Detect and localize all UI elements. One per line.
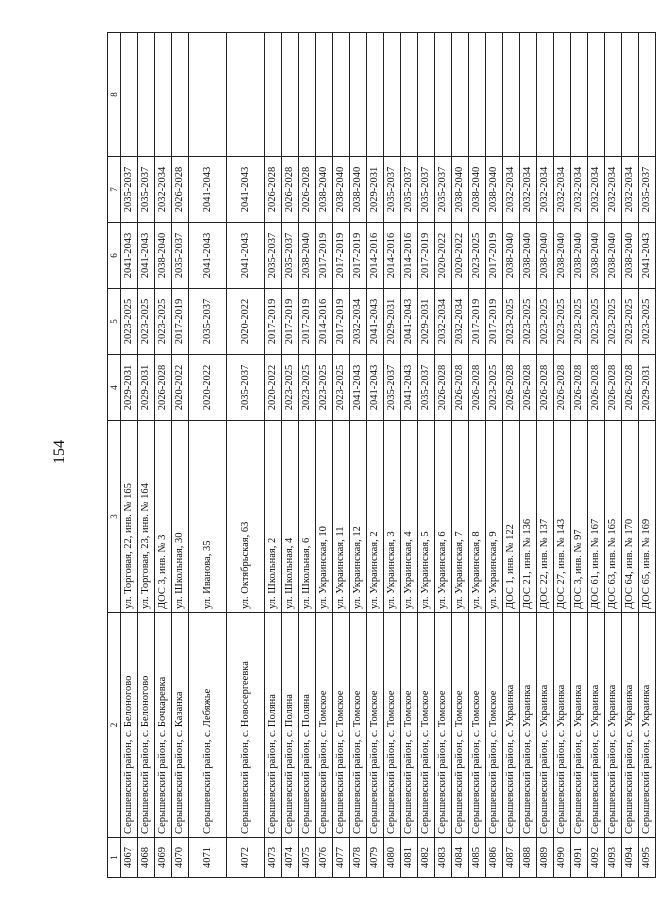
period-cell: 2029-2031 <box>418 289 435 355</box>
period-cell: 2032-2034 <box>452 289 469 355</box>
period-cell: 2020-2022 <box>265 355 282 421</box>
table-row <box>138 33 155 878</box>
row-number: 4081 <box>401 838 418 878</box>
table-row <box>265 33 282 878</box>
period-cell: 2035-2037 <box>418 157 435 223</box>
note-cell <box>265 33 282 157</box>
address-cell: ДОС 64, инв. № 170 <box>622 421 639 613</box>
locality-cell: Серышевский район, с. Томское <box>435 613 452 838</box>
table-row <box>227 33 265 878</box>
row-number: 4086 <box>486 838 503 878</box>
period-cell: 2020-2022 <box>172 355 189 421</box>
locality-cell: Серышевский район, с. Новосергеевка <box>227 613 265 838</box>
period-cell: 2017-2019 <box>282 289 299 355</box>
table-row <box>639 33 656 878</box>
address-cell: ДОС 65, инв. № 169 <box>639 421 656 613</box>
period-cell: 2038-2040 <box>333 157 350 223</box>
address-cell: ул. Украинская, 7 <box>452 421 469 613</box>
locality-cell: Серышевский район, с. Украинка <box>639 613 656 838</box>
period-cell: 2038-2040 <box>316 157 333 223</box>
row-number: 4080 <box>384 838 401 878</box>
note-cell <box>571 33 588 157</box>
locality-cell: Серышевский район, с. Томское <box>401 613 418 838</box>
table-row <box>452 33 469 878</box>
table-row <box>299 33 316 878</box>
locality-cell: Серышевский район, с. Томское <box>316 613 333 838</box>
table-row <box>316 33 333 878</box>
note-cell <box>384 33 401 157</box>
table-row <box>121 33 138 878</box>
note-cell <box>350 33 367 157</box>
row-number: 4083 <box>435 838 452 878</box>
period-cell: 2041-2043 <box>138 223 155 289</box>
address-cell: ДОС 21, инв. № 136 <box>520 421 537 613</box>
period-cell: 2032-2034 <box>571 157 588 223</box>
period-cell: 2041-2043 <box>189 157 227 223</box>
period-cell: 2038-2040 <box>588 223 605 289</box>
period-cell: 2023-2025 <box>316 355 333 421</box>
period-cell: 2023-2025 <box>639 289 656 355</box>
row-number: 4090 <box>554 838 571 878</box>
address-cell: ДОС 63, инв. № 165 <box>605 421 622 613</box>
table-body <box>108 33 656 878</box>
period-cell: 2032-2034 <box>503 157 520 223</box>
page-number: 154 <box>51 440 68 464</box>
period-cell: 2041-2043 <box>367 355 384 421</box>
period-cell: 2023-2025 <box>155 289 172 355</box>
period-cell: 2032-2034 <box>622 157 639 223</box>
period-cell: 2026-2028 <box>265 157 282 223</box>
period-cell: 2032-2034 <box>537 157 554 223</box>
address-cell: ул. Украинская, 9 <box>486 421 503 613</box>
period-cell: 2035-2037 <box>401 157 418 223</box>
locality-cell: Серышевский район, с. Томское <box>350 613 367 838</box>
row-number: 4068 <box>138 838 155 878</box>
period-cell: 2035-2037 <box>227 355 265 421</box>
address-cell: ул. Украинская, 12 <box>350 421 367 613</box>
note-cell <box>520 33 537 157</box>
address-cell: ул. Октябрьская, 63 <box>227 421 265 613</box>
row-number: 4089 <box>537 838 554 878</box>
address-cell: ДОС 1, инв. № 122 <box>503 421 520 613</box>
row-number: 4079 <box>367 838 384 878</box>
address-cell: ДОС 3, инв. № 97 <box>571 421 588 613</box>
period-cell: 2023-2025 <box>503 289 520 355</box>
address-cell: ул. Украинская, 3 <box>384 421 401 613</box>
column-header: 4 <box>108 355 121 421</box>
address-cell: ул. Школьная, 30 <box>172 421 189 613</box>
period-cell: 2017-2019 <box>350 223 367 289</box>
period-cell: 2017-2019 <box>299 289 316 355</box>
row-number: 4085 <box>469 838 486 878</box>
address-cell: ул. Иванова, 35 <box>189 421 227 613</box>
header-row <box>108 33 121 878</box>
period-cell: 2026-2028 <box>622 355 639 421</box>
period-cell: 2023-2025 <box>333 355 350 421</box>
note-cell <box>486 33 503 157</box>
period-cell: 2026-2028 <box>554 355 571 421</box>
note-cell <box>401 33 418 157</box>
note-cell <box>299 33 316 157</box>
period-cell: 2026-2028 <box>299 157 316 223</box>
table-row <box>537 33 554 878</box>
row-number: 4078 <box>350 838 367 878</box>
address-cell: ДОС 61, инв. № 167 <box>588 421 605 613</box>
period-cell: 2035-2037 <box>639 157 656 223</box>
period-cell: 2032-2034 <box>435 289 452 355</box>
period-cell: 2026-2028 <box>571 355 588 421</box>
row-number: 4087 <box>503 838 520 878</box>
locality-cell: Серышевский район, с. Бочкаревка <box>155 613 172 838</box>
table-row <box>189 33 227 878</box>
address-cell: ул. Украинская, 11 <box>333 421 350 613</box>
period-cell: 2029-2031 <box>138 355 155 421</box>
address-cell: ул. Школьная, 6 <box>299 421 316 613</box>
locality-cell: Серышевский район, с. Украинка <box>571 613 588 838</box>
period-cell: 2017-2019 <box>172 289 189 355</box>
period-cell: 2029-2031 <box>121 355 138 421</box>
period-cell: 2029-2031 <box>384 289 401 355</box>
note-cell <box>121 33 138 157</box>
period-cell: 2014-2016 <box>384 223 401 289</box>
note-cell <box>282 33 299 157</box>
row-number: 4070 <box>172 838 189 878</box>
address-cell: ДОС 27, инв. № 143 <box>554 421 571 613</box>
table-row <box>333 33 350 878</box>
period-cell: 2023-2025 <box>588 289 605 355</box>
row-number: 4067 <box>121 838 138 878</box>
period-cell: 2026-2028 <box>452 355 469 421</box>
locality-cell: Серышевский район, с. Томское <box>418 613 435 838</box>
period-cell: 2032-2034 <box>605 157 622 223</box>
period-cell: 2017-2019 <box>333 223 350 289</box>
table-row <box>486 33 503 878</box>
table-row <box>571 33 588 878</box>
period-cell: 2041-2043 <box>121 223 138 289</box>
row-number: 4092 <box>588 838 605 878</box>
period-cell: 2017-2019 <box>316 223 333 289</box>
period-cell: 2014-2016 <box>401 223 418 289</box>
table-row <box>384 33 401 878</box>
note-cell <box>189 33 227 157</box>
period-cell: 2035-2037 <box>418 355 435 421</box>
locality-cell: Серышевский район, с. Украинка <box>503 613 520 838</box>
table-row <box>605 33 622 878</box>
period-cell: 2014-2016 <box>316 289 333 355</box>
row-number: 4084 <box>452 838 469 878</box>
period-cell: 2032-2034 <box>554 157 571 223</box>
table-row <box>435 33 452 878</box>
period-cell: 2041-2043 <box>401 355 418 421</box>
row-number: 4093 <box>605 838 622 878</box>
period-cell: 2041-2043 <box>227 223 265 289</box>
address-cell: ул. Украинская, 6 <box>435 421 452 613</box>
address-cell: ул. Украинская, 4 <box>401 421 418 613</box>
period-cell: 2023-2025 <box>554 289 571 355</box>
period-cell: 2038-2040 <box>350 157 367 223</box>
address-cell: ул. Школьная, 2 <box>265 421 282 613</box>
note-cell <box>622 33 639 157</box>
locality-cell: Серышевский район, с. Томское <box>452 613 469 838</box>
period-cell: 2041-2043 <box>401 289 418 355</box>
period-cell: 2023-2025 <box>469 223 486 289</box>
period-cell: 2029-2031 <box>639 355 656 421</box>
period-cell: 2035-2037 <box>384 355 401 421</box>
housing-schedule-table <box>107 32 656 878</box>
address-cell: ул. Украинская, 2 <box>367 421 384 613</box>
locality-cell: Серышевский район, с. Казанка <box>172 613 189 838</box>
period-cell: 2026-2028 <box>155 355 172 421</box>
period-cell: 2038-2040 <box>554 223 571 289</box>
period-cell: 2038-2040 <box>486 157 503 223</box>
note-cell <box>503 33 520 157</box>
period-cell: 2020-2022 <box>452 223 469 289</box>
note-cell <box>172 33 189 157</box>
locality-cell: Серышевский район, с. Украинка <box>520 613 537 838</box>
period-cell: 2023-2025 <box>138 289 155 355</box>
period-cell: 2029-2031 <box>367 157 384 223</box>
address-cell: ул. Украинская, 8 <box>469 421 486 613</box>
locality-cell: Серышевский район, с. Поляна <box>282 613 299 838</box>
table-row <box>622 33 639 878</box>
note-cell <box>155 33 172 157</box>
period-cell: 2038-2040 <box>622 223 639 289</box>
row-number: 4075 <box>299 838 316 878</box>
column-header: 5 <box>108 289 121 355</box>
period-cell: 2035-2037 <box>265 223 282 289</box>
note-cell <box>316 33 333 157</box>
note-cell <box>452 33 469 157</box>
period-cell: 2026-2028 <box>503 355 520 421</box>
table-row <box>520 33 537 878</box>
period-cell: 2038-2040 <box>537 223 554 289</box>
note-cell <box>333 33 350 157</box>
table-row <box>554 33 571 878</box>
locality-cell: Серышевский район, с. Белоногово <box>121 613 138 838</box>
locality-cell: Серышевский район, с. Украинка <box>622 613 639 838</box>
locality-cell: Серышевский район, с. Украинка <box>554 613 571 838</box>
period-cell: 2023-2025 <box>486 355 503 421</box>
note-cell <box>418 33 435 157</box>
period-cell: 2038-2040 <box>299 223 316 289</box>
period-cell: 2026-2028 <box>282 157 299 223</box>
table-row <box>367 33 384 878</box>
period-cell: 2038-2040 <box>605 223 622 289</box>
table-row <box>418 33 435 878</box>
period-cell: 2017-2019 <box>486 223 503 289</box>
locality-cell: Серышевский район, с. Украинка <box>537 613 554 838</box>
period-cell: 2041-2043 <box>227 157 265 223</box>
period-cell: 2038-2040 <box>571 223 588 289</box>
row-number: 4091 <box>571 838 588 878</box>
period-cell: 2023-2025 <box>520 289 537 355</box>
period-cell: 2041-2043 <box>350 355 367 421</box>
period-cell: 2035-2037 <box>138 157 155 223</box>
period-cell: 2014-2016 <box>367 223 384 289</box>
note-cell <box>605 33 622 157</box>
period-cell: 2032-2034 <box>155 157 172 223</box>
period-cell: 2017-2019 <box>418 223 435 289</box>
period-cell: 2035-2037 <box>435 157 452 223</box>
locality-cell: Серышевский район, с. Томское <box>469 613 486 838</box>
period-cell: 2020-2022 <box>227 289 265 355</box>
period-cell: 2026-2028 <box>469 355 486 421</box>
period-cell: 2038-2040 <box>469 157 486 223</box>
locality-cell: Серышевский район, с. Томское <box>486 613 503 838</box>
locality-cell: Серышевский район, с. Поляна <box>299 613 316 838</box>
locality-cell: Серышевский район, с. Украинка <box>605 613 622 838</box>
period-cell: 2017-2019 <box>486 289 503 355</box>
period-cell: 2017-2019 <box>469 289 486 355</box>
period-cell: 2032-2034 <box>520 157 537 223</box>
address-cell: ул. Торговая, 22, инв. № 165 <box>121 421 138 613</box>
period-cell: 2023-2025 <box>537 289 554 355</box>
row-number: 4088 <box>520 838 537 878</box>
locality-cell: Серышевский район, с. Томское <box>367 613 384 838</box>
address-cell: ДОС 3, инв. № 3 <box>155 421 172 613</box>
locality-cell: Серышевский район, с. Поляна <box>265 613 282 838</box>
address-cell: ул. Украинская, 5 <box>418 421 435 613</box>
row-number: 4069 <box>155 838 172 878</box>
address-cell: ул. Школьная, 4 <box>282 421 299 613</box>
row-number: 4071 <box>189 838 227 878</box>
table-row <box>503 33 520 878</box>
note-cell <box>469 33 486 157</box>
period-cell: 2020-2022 <box>435 223 452 289</box>
column-header: 8 <box>108 33 121 157</box>
period-cell: 2026-2028 <box>605 355 622 421</box>
period-cell: 2023-2025 <box>622 289 639 355</box>
note-cell <box>227 33 265 157</box>
period-cell: 2038-2040 <box>520 223 537 289</box>
table-row <box>401 33 418 878</box>
row-number: 4076 <box>316 838 333 878</box>
column-header: 3 <box>108 421 121 613</box>
period-cell: 2035-2037 <box>189 289 227 355</box>
row-number: 4095 <box>639 838 656 878</box>
row-number: 4074 <box>282 838 299 878</box>
note-cell <box>588 33 605 157</box>
column-header: 6 <box>108 223 121 289</box>
period-cell: 2023-2025 <box>605 289 622 355</box>
period-cell: 2041-2043 <box>367 289 384 355</box>
column-header: 2 <box>108 613 121 838</box>
address-cell: ул. Украинская, 10 <box>316 421 333 613</box>
table-row <box>469 33 486 878</box>
address-cell: ДОС 22, инв. № 137 <box>537 421 554 613</box>
period-cell: 2023-2025 <box>299 355 316 421</box>
locality-cell: Серышевский район, с. Томское <box>384 613 401 838</box>
row-number: 4072 <box>227 838 265 878</box>
locality-cell: Серышевский район, с. Лебяжье <box>189 613 227 838</box>
period-cell: 2035-2037 <box>172 223 189 289</box>
table-row <box>588 33 605 878</box>
table-row <box>350 33 367 878</box>
period-cell: 2026-2028 <box>172 157 189 223</box>
row-number: 4077 <box>333 838 350 878</box>
note-cell <box>435 33 452 157</box>
period-cell: 2035-2037 <box>282 223 299 289</box>
note-cell <box>639 33 656 157</box>
column-header: 7 <box>108 157 121 223</box>
period-cell: 2038-2040 <box>155 223 172 289</box>
period-cell: 2035-2037 <box>384 157 401 223</box>
period-cell: 2032-2034 <box>350 289 367 355</box>
row-number: 4073 <box>265 838 282 878</box>
row-number: 4082 <box>418 838 435 878</box>
table-row <box>155 33 172 878</box>
period-cell: 2035-2037 <box>121 157 138 223</box>
period-cell: 2032-2034 <box>588 157 605 223</box>
period-cell: 2017-2019 <box>265 289 282 355</box>
row-number: 4094 <box>622 838 639 878</box>
period-cell: 2023-2025 <box>121 289 138 355</box>
period-cell: 2020-2022 <box>189 355 227 421</box>
rotated-table-wrapper <box>107 33 652 878</box>
note-cell <box>537 33 554 157</box>
period-cell: 2026-2028 <box>435 355 452 421</box>
period-cell: 2041-2043 <box>189 223 227 289</box>
period-cell: 2038-2040 <box>452 157 469 223</box>
period-cell: 2041-2043 <box>639 223 656 289</box>
locality-cell: Серышевский район, с. Томское <box>333 613 350 838</box>
period-cell: 2023-2025 <box>282 355 299 421</box>
column-header: 1 <box>108 838 121 878</box>
period-cell: 2026-2028 <box>588 355 605 421</box>
locality-cell: Серышевский район, с. Украинка <box>588 613 605 838</box>
address-cell: ул. Торговая, 23, инв. № 164 <box>138 421 155 613</box>
locality-cell: Серышевский район, с. Белоногово <box>138 613 155 838</box>
period-cell: 2023-2025 <box>571 289 588 355</box>
period-cell: 2026-2028 <box>520 355 537 421</box>
note-cell <box>554 33 571 157</box>
period-cell: 2038-2040 <box>503 223 520 289</box>
table-row <box>282 33 299 878</box>
table-row <box>172 33 189 878</box>
period-cell: 2026-2028 <box>537 355 554 421</box>
note-cell <box>138 33 155 157</box>
note-cell <box>367 33 384 157</box>
period-cell: 2017-2019 <box>333 289 350 355</box>
